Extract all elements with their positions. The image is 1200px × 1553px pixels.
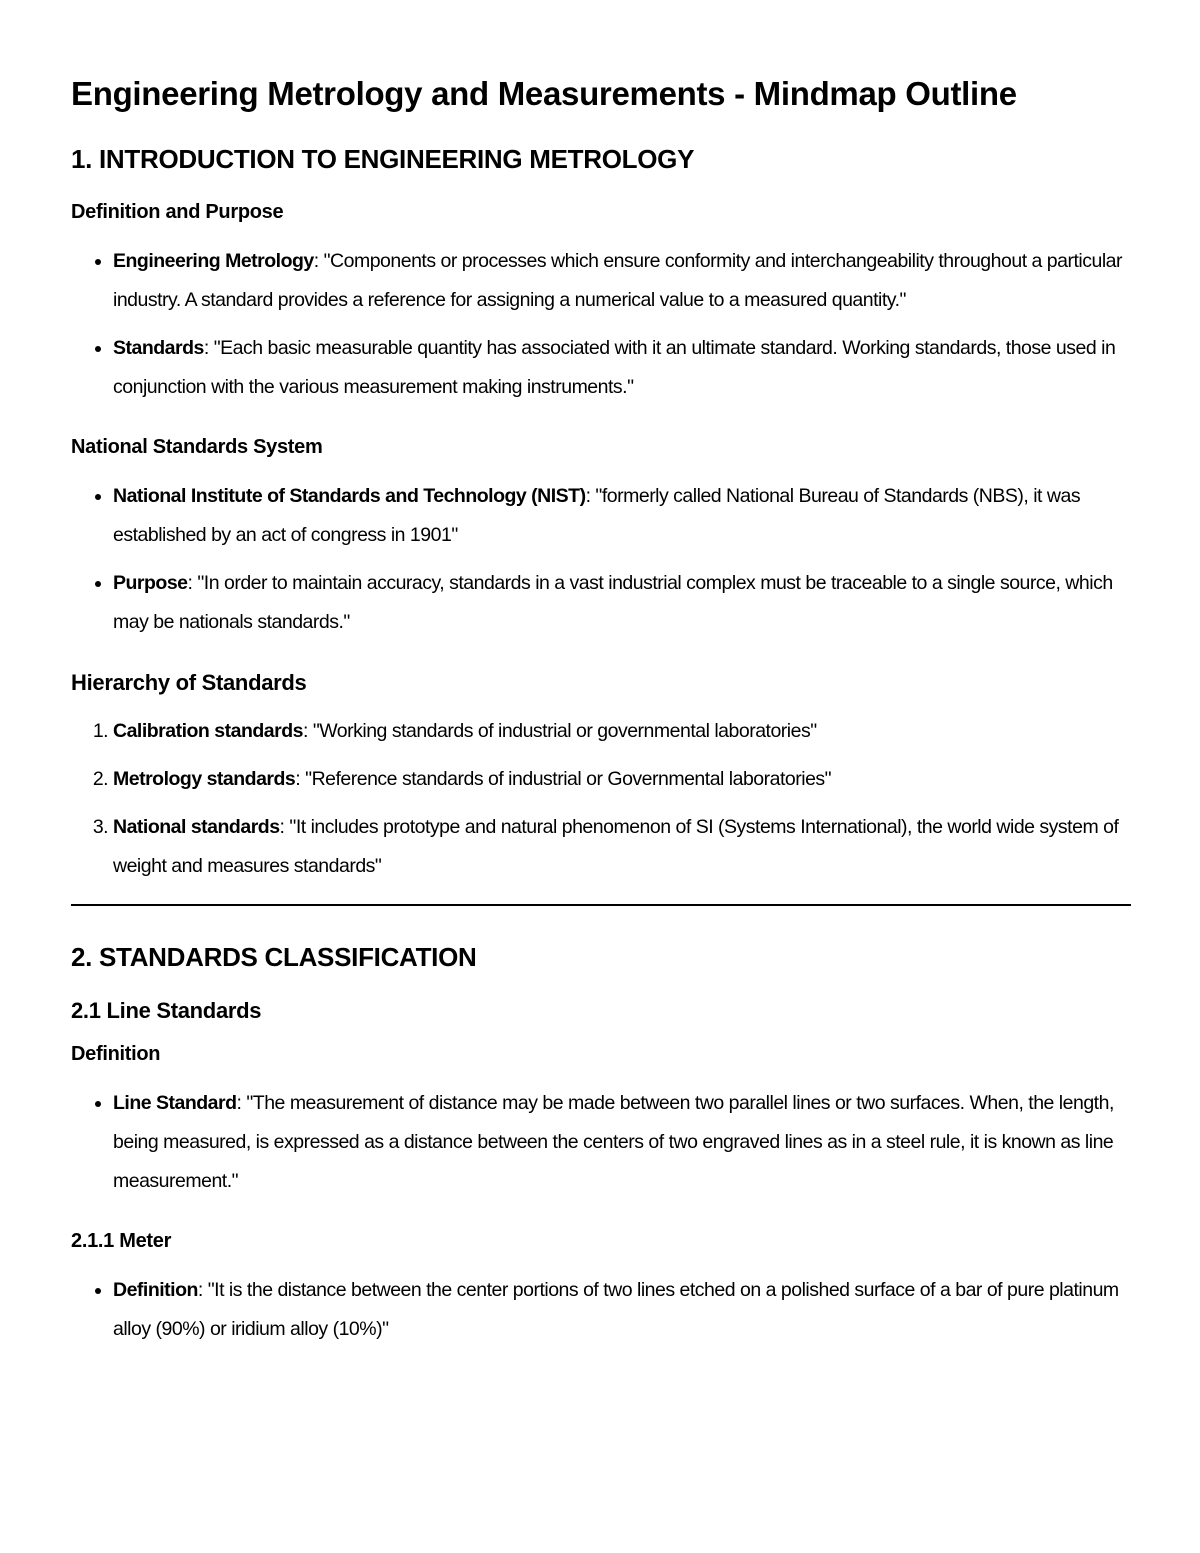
national-standards-list [71,477,1131,642]
item-separator: : [295,768,306,790]
list-item [113,760,1131,799]
item-separator: : [585,485,596,507]
list-item [113,564,1131,642]
section-divider [71,904,1131,906]
national-standards-heading: National Standards System [71,436,323,458]
item-separator: : [203,337,214,359]
item-term: Standards [113,337,204,359]
item-text: "The measurement of distance may be made between two parallel lines or two surfaces. When, the length, being measured, is expressed as a distance between the centers of two engraved lines as in a steel rule, it is known as line measurement." [113,1092,1114,1192]
item-text: "Components or processes which ensure conformity and interchangeability throughout a particular industry. A standard provides a reference for assigning a numerical value to a measured quantity." [113,250,1122,311]
item-text: "It is the distance between the center portions of two lines etched on a polished surface of a bar of pure platinum alloy (90%) or iridium alloy (10%)" [113,1279,1119,1340]
definition-purpose-heading: Definition and Purpose [71,201,284,223]
definition-heading: Definition [71,1043,161,1065]
item-term: Definition [113,1279,198,1301]
item-text: "formerly called National Bureau of Standards (NBS), it was established by an act of congress in 1901" [113,485,1081,546]
definition-list [71,242,1131,407]
item-text: "It includes prototype and natural phenomenon of SI (Systems International), the world wide system of weight and measures standards" [113,816,1119,877]
item-term: Line Standard [113,1092,237,1114]
item-text: "Reference standards of industrial or Governmental laboratories" [305,768,832,790]
item-text: "Working standards of industrial or governmental laboratories" [312,720,817,742]
item-separator: : [187,572,198,594]
item-term: National Institute of Standards and Technology (NIST) [113,485,586,507]
item-separator: : [236,1092,247,1114]
item-text: "Each basic measurable quantity has associated with it an ultimate standard. Working standards, those used in conjunction with the various measurement making instruments." [113,337,1116,398]
item-term: National standards [113,816,280,838]
item-term: Calibration standards [113,720,303,742]
list-item [113,808,1131,886]
hierarchy-list [71,712,1131,886]
list-item [113,329,1131,407]
hierarchy-heading: Hierarchy of Standards [71,670,307,695]
item-separator: : [302,720,313,742]
section-2-heading: 2. STANDARDS CLASSIFICATION [71,942,477,972]
item-term: Metrology standards [113,768,296,790]
item-term: Purpose [113,572,188,594]
item-separator: : [279,816,290,838]
section-1-heading: 1. INTRODUCTION TO ENGINEERING METROLOGY [71,144,695,174]
meter-heading: 2.1.1 Meter [71,1230,172,1252]
list-item [113,1084,1131,1201]
item-term: Engineering Metrology [113,250,314,272]
page-title: Engineering Metrology and Measurements - Mindmap Outline [71,75,1017,112]
list-item [113,242,1131,320]
document-page [71,72,1131,1375]
list-item [113,712,1131,751]
list-item [113,477,1131,555]
line-standard-list [71,1084,1131,1201]
list-item [113,1271,1131,1349]
meter-list [71,1271,1131,1349]
item-separator: : [197,1279,208,1301]
line-standards-heading: 2.1 Line Standards [71,998,262,1023]
item-text: "In order to maintain accuracy, standards in a vast industrial complex must be traceable to a single source, which may be nationals standards." [113,572,1113,633]
item-separator: : [313,250,324,272]
